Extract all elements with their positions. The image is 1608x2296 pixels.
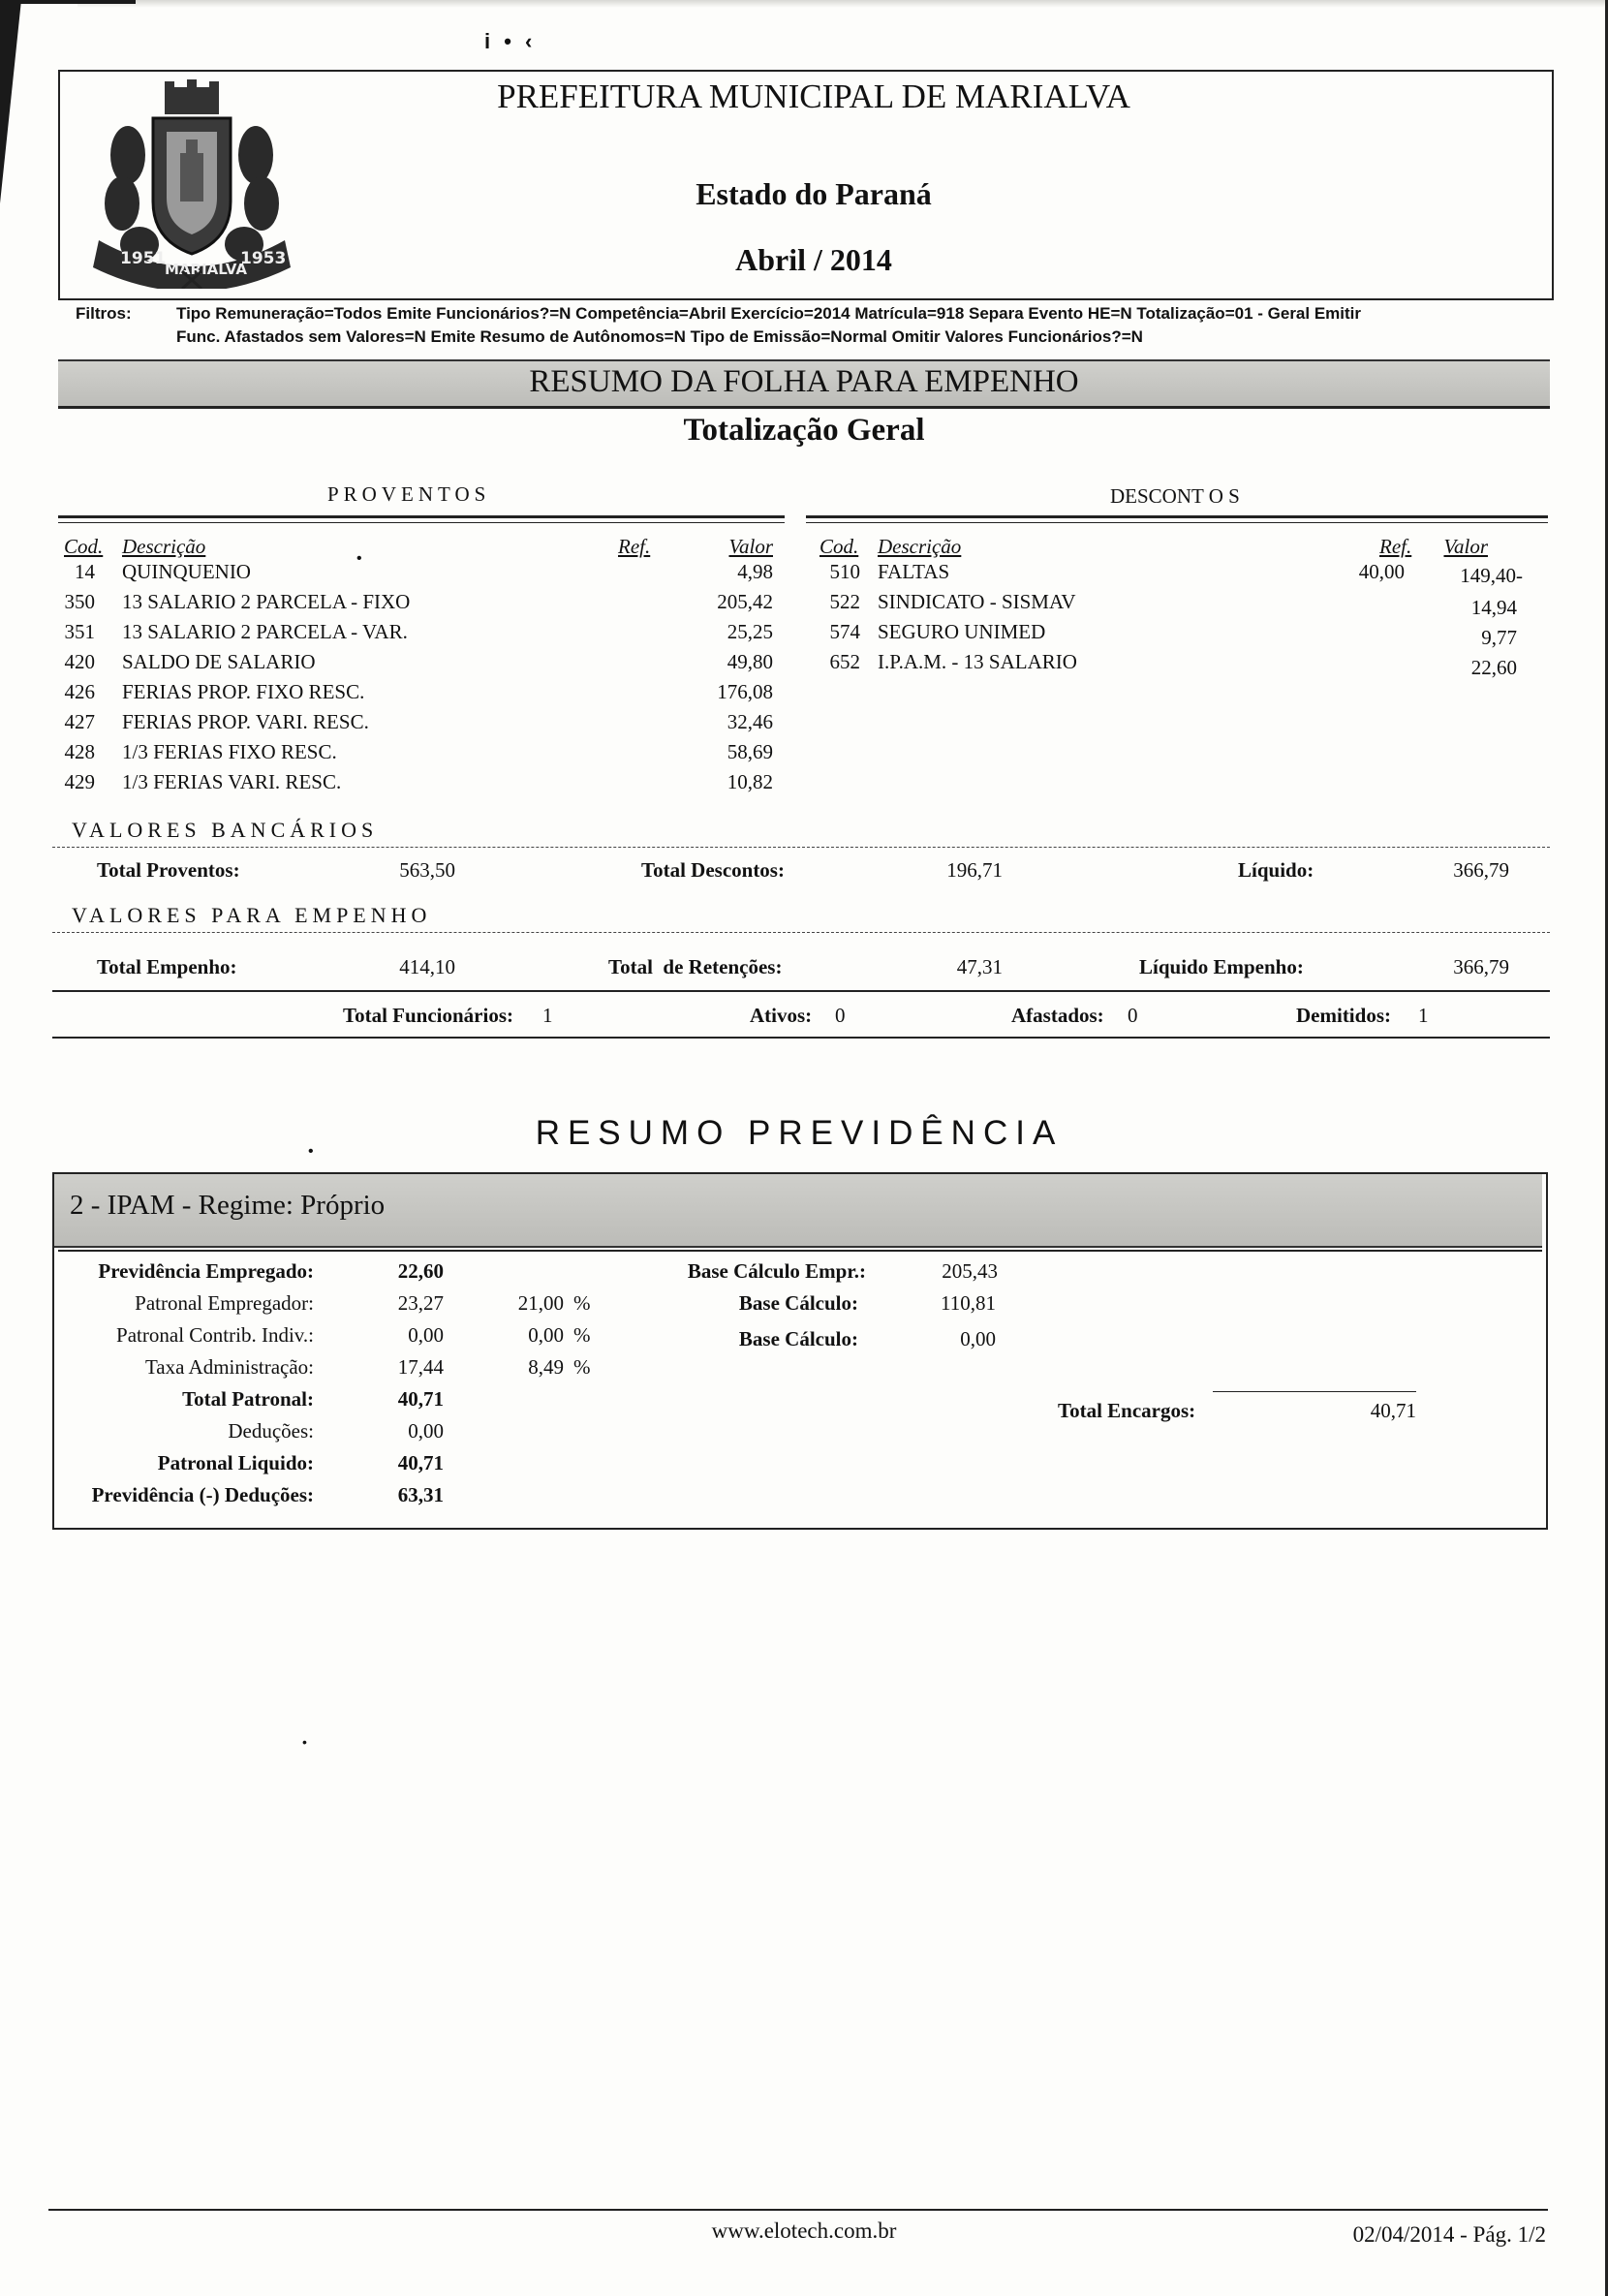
footer-website: www.elotech.com.br	[711, 2218, 897, 2243]
report-period: Abril / 2014	[735, 242, 892, 277]
total-proventos-value: 563,50	[399, 858, 455, 882]
table-cell-descricao: 1/3 FERIAS FIXO RESC.	[122, 740, 337, 763]
valores-empenho-rule	[52, 932, 1550, 933]
table-cell-cod: 428	[64, 740, 95, 763]
base-calculo-label: Base Cálculo:	[738, 1291, 858, 1315]
summary-subtitle: Totalização Geral	[683, 413, 925, 448]
demitidos-value: 1	[1418, 1004, 1429, 1027]
crest-year-left: 1951	[120, 249, 167, 268]
empenho-bottom-rule	[52, 990, 1550, 992]
total-funcionarios-label: Total Funcionários:	[343, 1004, 513, 1027]
table-cell-descricao: 13 SALARIO 2 PARCELA - VAR.	[122, 620, 408, 643]
prev-label: Taxa Administração:	[144, 1355, 314, 1379]
total-empenho-label: Total Empenho:	[97, 955, 237, 978]
table-cell-descricao: SINDICATO - SISMAV	[878, 590, 1076, 613]
base-calculo-value: 205,43	[942, 1259, 998, 1283]
prev-pct: 0,00	[528, 1323, 564, 1347]
table-cell-ref: 40,00	[1358, 560, 1405, 583]
prev-value: 0,00	[408, 1419, 444, 1443]
table-cell-cod: 14	[75, 560, 95, 583]
scan-corner-line	[0, 0, 136, 4]
prev-label: Previdência Empregado:	[98, 1259, 314, 1283]
table-cell-cod: 429	[64, 770, 95, 793]
prev-pct-unit: %	[573, 1323, 591, 1347]
total-descontos-value: 196,71	[946, 858, 1003, 882]
table-cell-cod: 510	[829, 560, 860, 583]
scan-speck: •	[356, 550, 362, 567]
crest-name: MARIALVA	[165, 261, 247, 278]
total-funcionarios-value: 1	[542, 1004, 553, 1027]
scan-marks: i • ‹	[484, 29, 537, 53]
prev-pct-unit: %	[573, 1291, 591, 1315]
proventos-col-cod: Cod.	[64, 535, 104, 558]
prev-label: Previdência (-) Deduções:	[91, 1483, 314, 1506]
demitidos-label: Demitidos:	[1296, 1004, 1391, 1027]
table-cell-descricao: QUINQUENIO	[122, 560, 251, 583]
afastados-value: 0	[1128, 1004, 1138, 1027]
descontos-col-descricao: Descrição	[878, 535, 962, 558]
scan-speck: •	[302, 1734, 307, 1750]
prev-value: 40,71	[397, 1387, 444, 1411]
total-retencoes-value: 47,31	[956, 955, 1003, 978]
total-retencoes-label: Total de Retenções:	[608, 955, 783, 978]
total-empenho-value: 414,10	[399, 955, 455, 978]
filters-line-1: Tipo Remuneração=Todos Emite Funcionários?=N Competência=Abril Exercício=2014 Matrícula=918 Separa Evento HE=N Totalização=01 - Geral Emitir	[176, 304, 1362, 323]
table-cell-valor: 32,46	[727, 710, 773, 733]
footer-date-page: 02/04/2014 - Pág. 1/2	[1352, 2222, 1546, 2247]
municipal-crest-icon	[85, 78, 298, 289]
table-cell-descricao: FERIAS PROP. VARI. RESC.	[122, 710, 369, 733]
scan-speck: •	[308, 1143, 314, 1160]
prev-value: 17,44	[397, 1355, 444, 1379]
table-cell-valor: 58,69	[727, 740, 773, 763]
prev-value: 40,71	[397, 1451, 444, 1474]
liquido-empenho-label: Líquido Empenho:	[1139, 955, 1304, 978]
descontos-rule	[806, 515, 1548, 518]
proventos-col-descricao: Descrição	[122, 535, 206, 558]
prev-label: Patronal Contrib. Indiv.:	[116, 1323, 314, 1347]
prev-pct-unit: %	[573, 1355, 591, 1379]
prev-pct: 8,49	[528, 1355, 564, 1379]
prev-value: 22,60	[397, 1259, 444, 1283]
summary-title: RESUMO DA FOLHA PARA EMPENHO	[529, 364, 1079, 399]
table-cell-descricao: I.P.A.M. - 13 SALARIO	[878, 650, 1077, 673]
ativos-value: 0	[835, 1004, 846, 1027]
valores-bancarios-rule	[52, 847, 1550, 848]
descontos-col-valor: Valor	[1443, 535, 1488, 558]
descontos-label: DESCONT O S	[1110, 484, 1240, 508]
base-calculo-value: 0,00	[960, 1327, 996, 1350]
descontos-rule-2	[806, 522, 1548, 523]
table-cell-cod: 427	[64, 710, 95, 733]
scan-corner-shadow	[0, 0, 21, 203]
table-cell-cod: 420	[64, 650, 95, 673]
proventos-col-valor: Valor	[728, 535, 773, 558]
ativos-label: Ativos:	[750, 1004, 813, 1027]
prev-value: 63,31	[397, 1483, 444, 1506]
base-calculo-value: 110,81	[941, 1291, 996, 1315]
table-cell-descricao: FERIAS PROP. FIXO RESC.	[122, 680, 365, 703]
base-calculo-label: Base Cálculo Empr.:	[687, 1259, 866, 1283]
descontos-col-ref: Ref.	[1379, 535, 1412, 558]
table-cell-valor: 4,98	[737, 560, 773, 583]
funcionarios-bottom-rule	[52, 1037, 1550, 1039]
previdencia-regime: 2 - IPAM - Regime: Próprio	[70, 1190, 386, 1221]
proventos-col-ref: Ref.	[618, 535, 651, 558]
descontos-col-cod: Cod.	[819, 535, 859, 558]
table-cell-valor: 14,94	[1470, 596, 1517, 619]
liquido-label: Líquido:	[1238, 858, 1314, 882]
prev-pct: 21,00	[517, 1291, 564, 1315]
table-cell-valor: 9,77	[1481, 626, 1517, 649]
total-descontos-label: Total Descontos:	[641, 858, 785, 882]
table-cell-valor: 10,82	[727, 770, 773, 793]
table-cell-descricao: 13 SALARIO 2 PARCELA - FIXO	[122, 590, 411, 613]
page-title: PREFEITURA MUNICIPAL DE MARIALVA	[497, 78, 1130, 115]
total-proventos-label: Total Proventos:	[97, 858, 240, 882]
table-cell-descricao: FALTAS	[878, 560, 950, 583]
liquido-value: 366,79	[1453, 858, 1509, 882]
filters-label: Filtros:	[76, 304, 132, 323]
table-cell-valor: 205,42	[717, 590, 773, 613]
base-calculo-label: Base Cálculo:	[738, 1327, 858, 1350]
filters-line-2: Func. Afastados sem Valores=N Emite Resumo de Autônomos=N Tipo de Emissão=Normal Omitir Valores Funcionários?=N	[176, 327, 1143, 346]
prev-label: Total Patronal:	[182, 1387, 314, 1411]
proventos-label: PROVENTOS	[327, 482, 491, 506]
scan-shadow-top	[77, 0, 1606, 8]
table-cell-cod: 574	[829, 620, 860, 643]
table-cell-cod: 426	[64, 680, 95, 703]
table-cell-cod: 652	[829, 650, 860, 673]
table-cell-descricao: SALDO DE SALARIO	[122, 650, 316, 673]
total-encargos-value: 40,71	[1370, 1399, 1416, 1422]
prev-value: 0,00	[408, 1323, 444, 1347]
table-cell-cod: 351	[64, 620, 95, 643]
afastados-label: Afastados:	[1011, 1004, 1104, 1027]
prev-label: Deduções:	[228, 1419, 314, 1443]
proventos-rule-2	[58, 522, 785, 523]
proventos-rule	[58, 515, 785, 518]
table-cell-valor: 49,80	[727, 650, 773, 673]
liquido-empenho-value: 366,79	[1453, 955, 1509, 978]
valores-bancarios-label: VALORES BANCÁRIOS	[72, 818, 379, 842]
valores-empenho-label: VALORES PARA EMPENHO	[72, 903, 432, 927]
table-cell-valor: 22,60	[1470, 656, 1517, 679]
table-cell-cod: 522	[829, 590, 860, 613]
prev-value: 23,27	[397, 1291, 444, 1315]
total-encargos-rule	[1213, 1391, 1416, 1392]
footer-rule	[48, 2209, 1548, 2211]
table-cell-valor: 149,40-	[1460, 564, 1523, 587]
previdencia-inner-rule	[58, 1250, 1542, 1252]
prev-label: Patronal Liquido:	[157, 1451, 314, 1474]
total-encargos-label: Total Encargos:	[1058, 1399, 1196, 1422]
state-name: Estado do Paraná	[696, 176, 932, 211]
table-cell-descricao: SEGURO UNIMED	[878, 620, 1046, 643]
table-cell-cod: 350	[64, 590, 95, 613]
previdencia-title: RESUMO PREVIDÊNCIA	[535, 1114, 1064, 1152]
table-cell-valor: 25,25	[727, 620, 773, 643]
table-cell-descricao: 1/3 FERIAS VARI. RESC.	[122, 770, 342, 793]
crest-year-right: 1953	[240, 249, 287, 268]
table-cell-valor: 176,08	[717, 680, 773, 703]
prev-label: Patronal Empregador:	[135, 1291, 314, 1315]
